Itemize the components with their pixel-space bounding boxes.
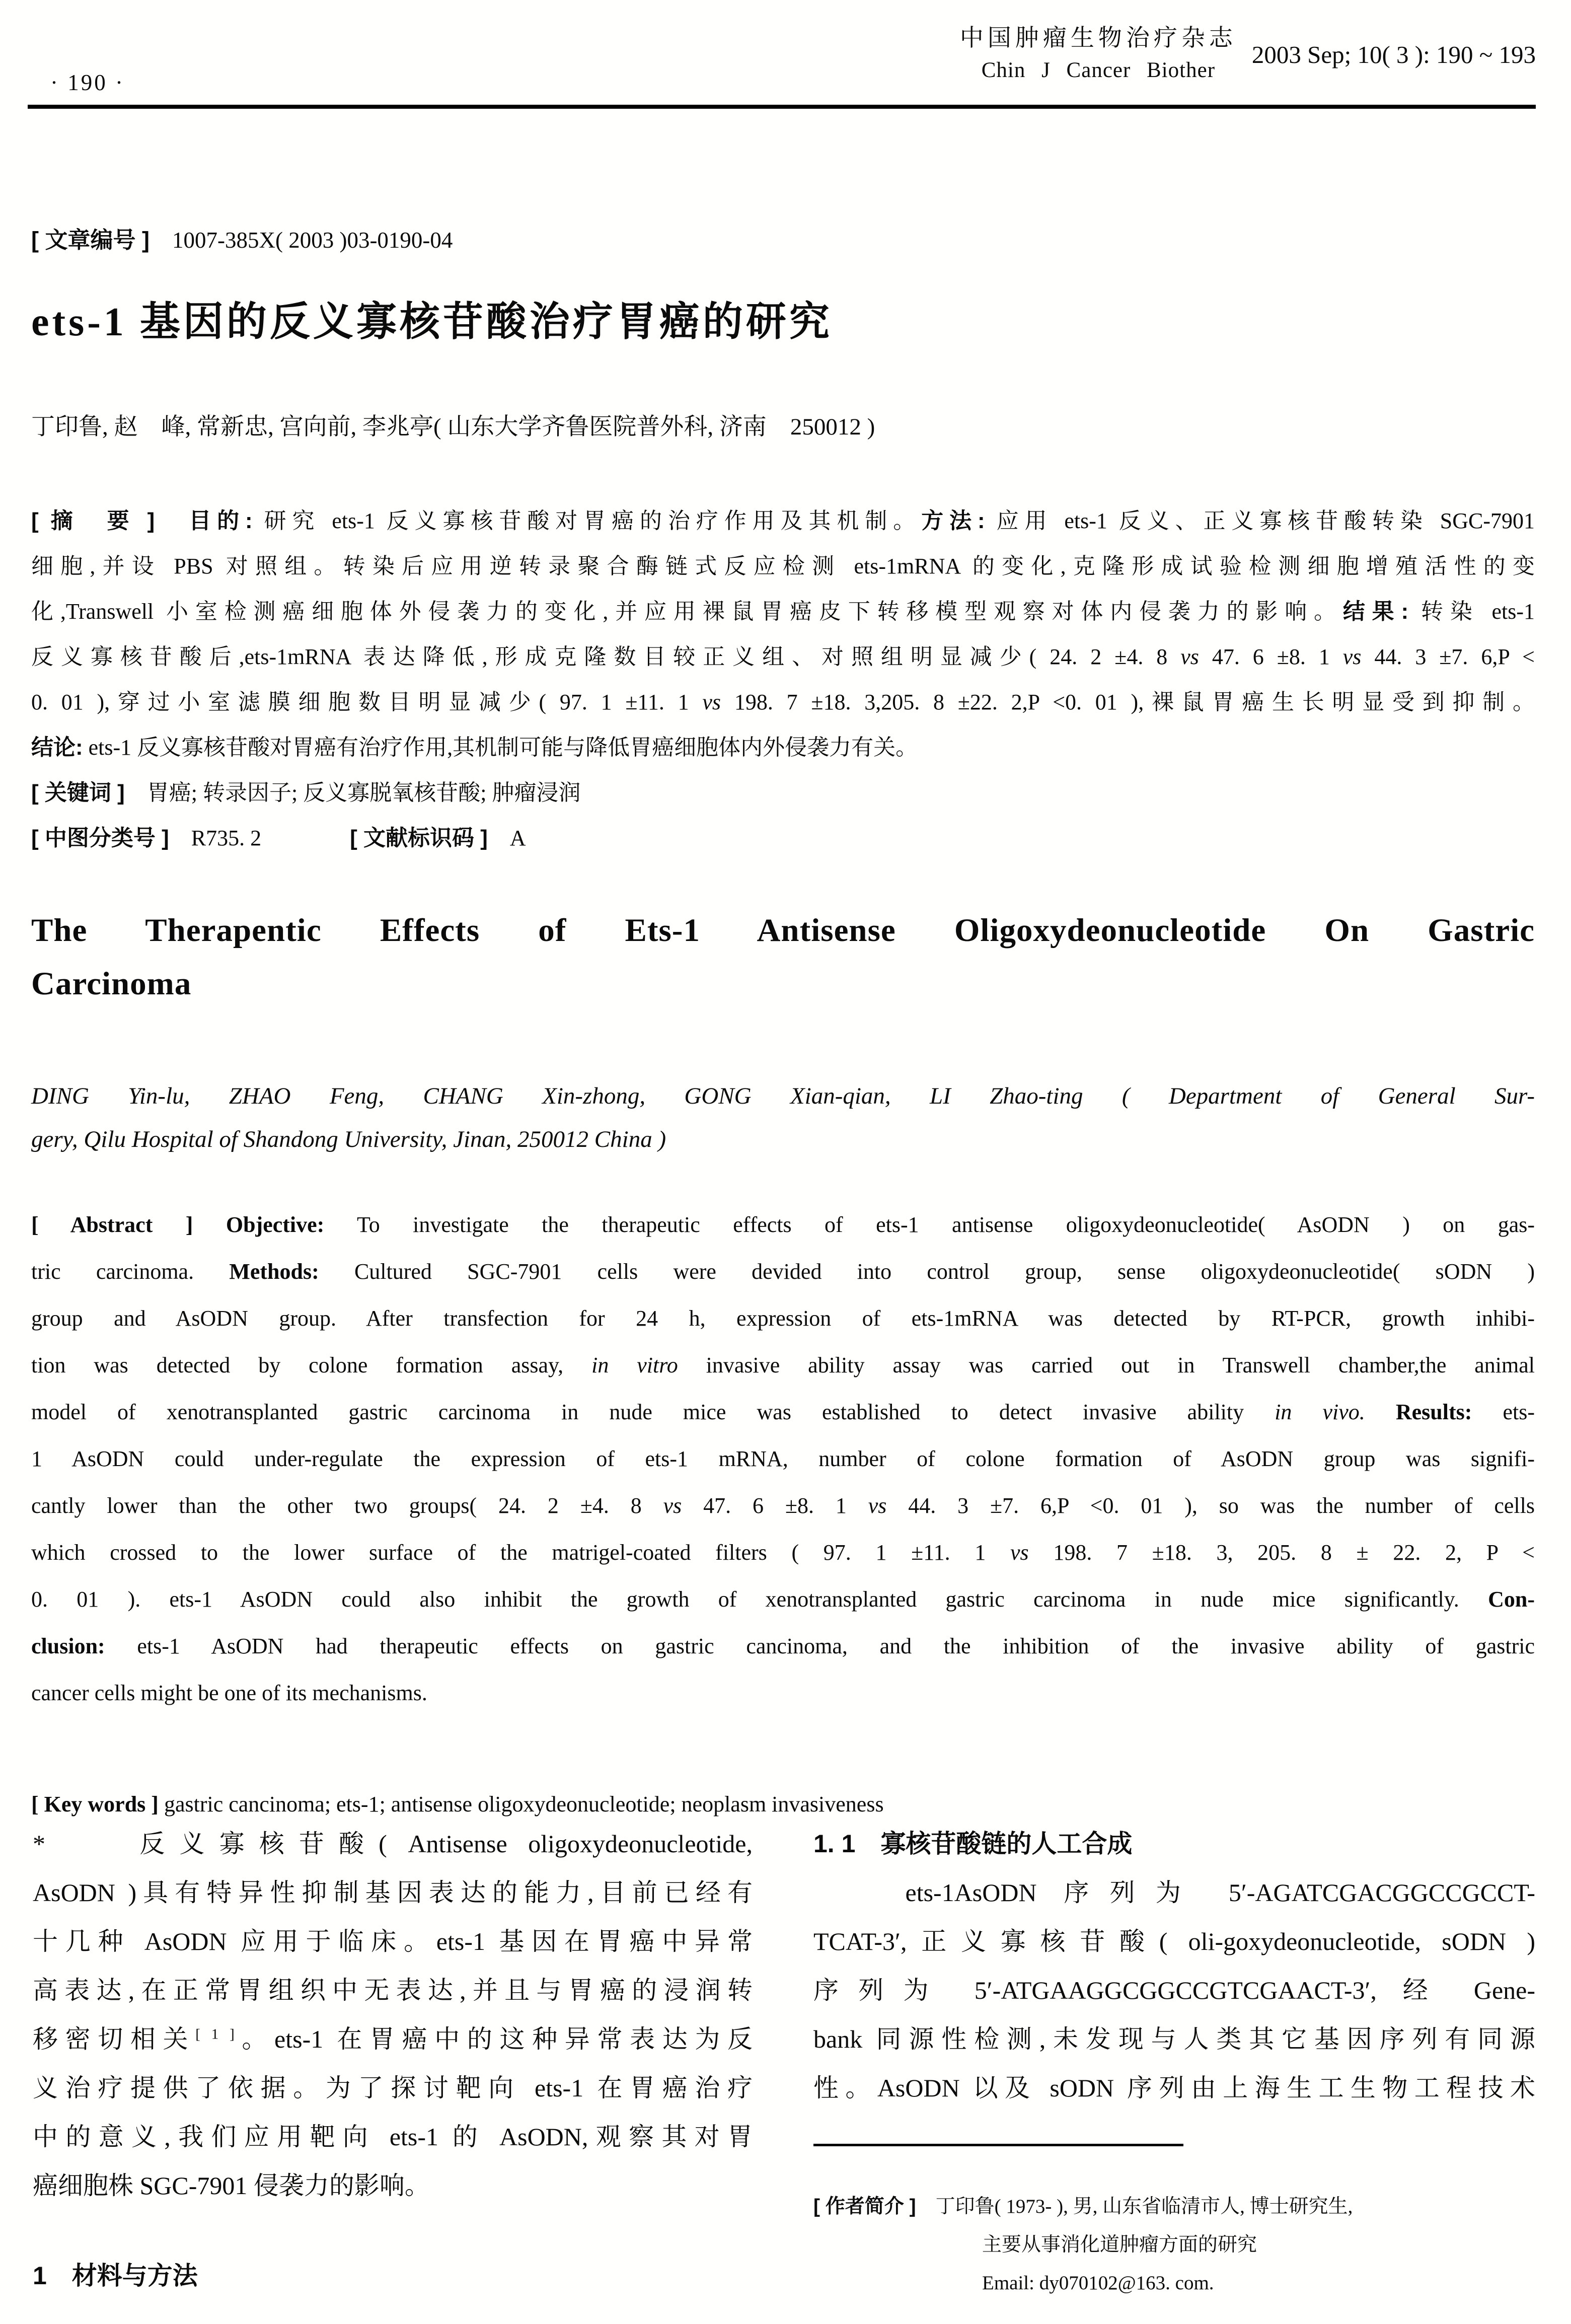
abstract-cn-line: 0. 01 ),穿过小室滤膜细胞数目明显减少( 97. 1 ±11. 1 vs 198. 7 ±18. 3,205. 8 ±22. 2,P <0. 01 ),裸鼠胃癌生长明显受到抑制。 (31, 690, 1535, 714)
intro-line: 十几种 AsODN 应用于临床。ets-1 基因在胃癌中异常 (33, 1927, 753, 1955)
authors-cn: 丁印鲁, 赵 峰, 常新忠, 宫向前, 李兆亭( 山东大学齐鲁医院普外科, 济南 250012 ) (31, 414, 875, 440)
authors-en-line: gery, Qilu Hospital of Shandong University, Jinan, 250012 China ) (31, 1126, 666, 1152)
subsection-heading-oligo-synthesis: 1. 1 寡核苷酸链的人工合成 (813, 1830, 1133, 1858)
article-title-en-line: The Therapentic Effects of Ets-1 Antisense Oligoxydeonucleotide On Gastric (31, 912, 1535, 949)
methods-line: 序列为 5′-ATGAAGGCGGCCGTCGAACT-3′, 经 Gene- (813, 1976, 1535, 2004)
author-email: Email: dy070102@163. com. (982, 2272, 1214, 2294)
keywords-en: [ Key words ] gastric cancinoma; ets-1; antisense oligoxydeonucleotide; neoplasm invasiveness (31, 1792, 884, 1817)
abstract-en-line: cantly lower than the other two groups( 24. 2 ±4. 8 vs 47. 6 ±8. 1 vs 44. 3 ±7. 6,P <0. 01 ), so was the number of cells (31, 1493, 1535, 1518)
clc-line: [ 中图分类号 ] R735. 2 [ 文献标识码 ] A (31, 826, 526, 850)
methods-line: 性。AsODN 以及 sODN 序列由上海生工生物工程技术 (813, 2074, 1535, 2102)
abstract-cn-line: 结论: ets-1 反义寡核苷酸对胃癌有治疗作用,其机制可能与降低胃癌细胞体内外侵袭力有关。 (31, 735, 918, 760)
methods-line: TCAT-3′,正义寡核苷酸( oli-goxydeonucleotide, sODN ) (813, 1927, 1535, 1955)
intro-line: 移密切相关[ 1 ]。ets-1 在胃癌中的这种异常表达为反 (33, 2025, 753, 2053)
abstract-en-line: model of xenotransplanted gastric carcinoma in nude mice was established to detect invasive ability in vivo. Results: ets- (31, 1400, 1535, 1424)
keywords-cn: [ 关键词 ] 胃癌; 转录因子; 反义寡脱氧核苷酸; 肿瘤浸润 (31, 780, 581, 805)
journal-name-block (960, 22, 1237, 87)
journal-title-en: Chin J Cancer Biother (981, 58, 1216, 82)
abstract-en-line: tion was detected by colone formation assay, in vitro invasive ability assay was carried out in Transwell chamber,the animal (31, 1353, 1535, 1377)
journal-title-cn: 中国肿瘤生物治疗杂志 (959, 25, 1237, 51)
abstract-cn-line: 化,Transwell 小室检测癌细胞体外侵袭力的变化,并应用裸鼠胃癌皮下转移模型观察对体内侵袭力的影响。结果: 转染 ets-1 (31, 599, 1535, 624)
author-bio-line: [ 作者简介 ] 丁印鲁( 1973- ), 男, 山东省临清市人, 博士研究生, (813, 2196, 1353, 2217)
article-title-en-line: Carcinoma (31, 966, 192, 1002)
intro-line: 中的意义,我们应用靶向 ets-1 的 AsODN,观察其对胃 (33, 2123, 753, 2151)
intro-line: 义治疗提供了依据。为了探讨靶向 ets-1 在胃癌治疗 (33, 2074, 753, 2102)
intro-column (33, 1820, 753, 2300)
abstract-en (31, 1201, 1535, 1716)
abstract-en-line: which crossed to the lower surface of the matrigel-coated filters ( 97. 1 ±11. 1 vs 198. 7 ±18. 3, 205. 8 ± 22. 2, P < (31, 1540, 1535, 1565)
intro-line: * 反义寡核苷酸( Antisense oligoxydeonucleotide, (33, 1830, 753, 1858)
abstract-cn-line: 细胞,并设 PBS 对照组。转染后应用逆转录聚合酶链式反应检测 ets-1mRNA 的变化,克隆形成试验检测细胞增殖活性的变 (31, 554, 1535, 578)
author-bio-line: 主要从事消化道肿瘤方面的研究 (982, 2234, 1257, 2256)
intro-line: AsODN )具有特异性抑制基因表达的能力,目前已经有 (33, 1878, 753, 1907)
methods-line: bank 同源性检测,未发现与人类其它基因序列有同源 (813, 2025, 1535, 2053)
abstract-en-line: group and AsODN group. After transfection for 24 h, expression of ets-1mRNA was detected by RT-PCR, growth inhibi- (31, 1306, 1535, 1331)
article-title-en (31, 904, 1535, 1010)
abstract-en-line: 0. 01 ). ets-1 AsODN could also inhibit the growth of xenotransplanted gastric carcinoma in nude mice significantly. Con- (31, 1587, 1535, 1612)
authors-en-line: DING Yin-lu, ZHAO Feng, CHANG Xin-zhong, GONG Xian-qian, LI Zhao-ting ( Department of General Sur- (31, 1083, 1535, 1109)
header-rule (28, 105, 1536, 109)
authors-en (31, 1074, 1535, 1161)
abstract-cn-line: [ 摘 要 ] 目的: 研究 ets-1 反义寡核苷酸对胃癌的治疗作用及其机制。方法: 应用 ets-1 反义、正义寡核苷酸转染 SGC-7901 (31, 509, 1535, 533)
article-title-cn: ets-1 基因的反义寡核苷酸治疗胃癌的研究 (31, 300, 833, 344)
abstract-cn-line: 反义寡核苷酸后,ets-1mRNA 表达降低,形成克隆数目较正义组、对照组明显减少( 24. 2 ±4. 8 vs 47. 6 ±8. 1 vs 44. 3 ±7. 6,P < (31, 644, 1535, 669)
intro-line: 癌细胞株 SGC-7901 侵袭力的影响。 (33, 2171, 430, 2200)
abstract-en-line: tric carcinoma. Methods: Cultured SGC-7901 cells were devided into control group, sense oligoxydeonucleotide( sODN ) (31, 1259, 1535, 1284)
issue-info: 2003 Sep; 10( 3 ): 190 ~ 193 (1251, 40, 1536, 68)
section-heading-materials-methods: 1 材料与方法 (33, 2262, 198, 2290)
abstract-en-line: [ Abstract ] Objective: To investigate the therapeutic effects of ets-1 antisense oligoxydeonucleotide( AsODN ) on gas- (31, 1212, 1535, 1237)
abstract-en-line: 1 AsODN could under-regulate the expression of ets-1 mRNA, number of colone formation of AsODN group was signifi- (31, 1446, 1535, 1471)
author-bio-footnote (813, 2188, 1535, 2302)
methods-column (813, 1820, 1535, 2302)
methods-line: ets-1AsODN 序列为 5′-AGATCGACGGCCGCCT- (813, 1878, 1535, 1907)
journal-header (960, 22, 1536, 87)
article-id-line: [ 文章编号 ] 1007-385X( 2003 )03-0190-04 (31, 227, 453, 253)
page-number: · 190 · (50, 70, 125, 95)
footnote-separator (813, 2144, 1183, 2146)
abstract-en-line: cancer cells might be one of its mechanisms. (31, 1681, 427, 1705)
abstract-en-line: clusion: ets-1 AsODN had therapeutic effects on gastric cancinoma, and the inhibition of the invasive ability of gastric (31, 1634, 1535, 1658)
intro-line: 高表达,在正常胃组织中无表达,并且与胃癌的浸润转 (33, 1976, 753, 2004)
abstract-cn (31, 498, 1535, 861)
